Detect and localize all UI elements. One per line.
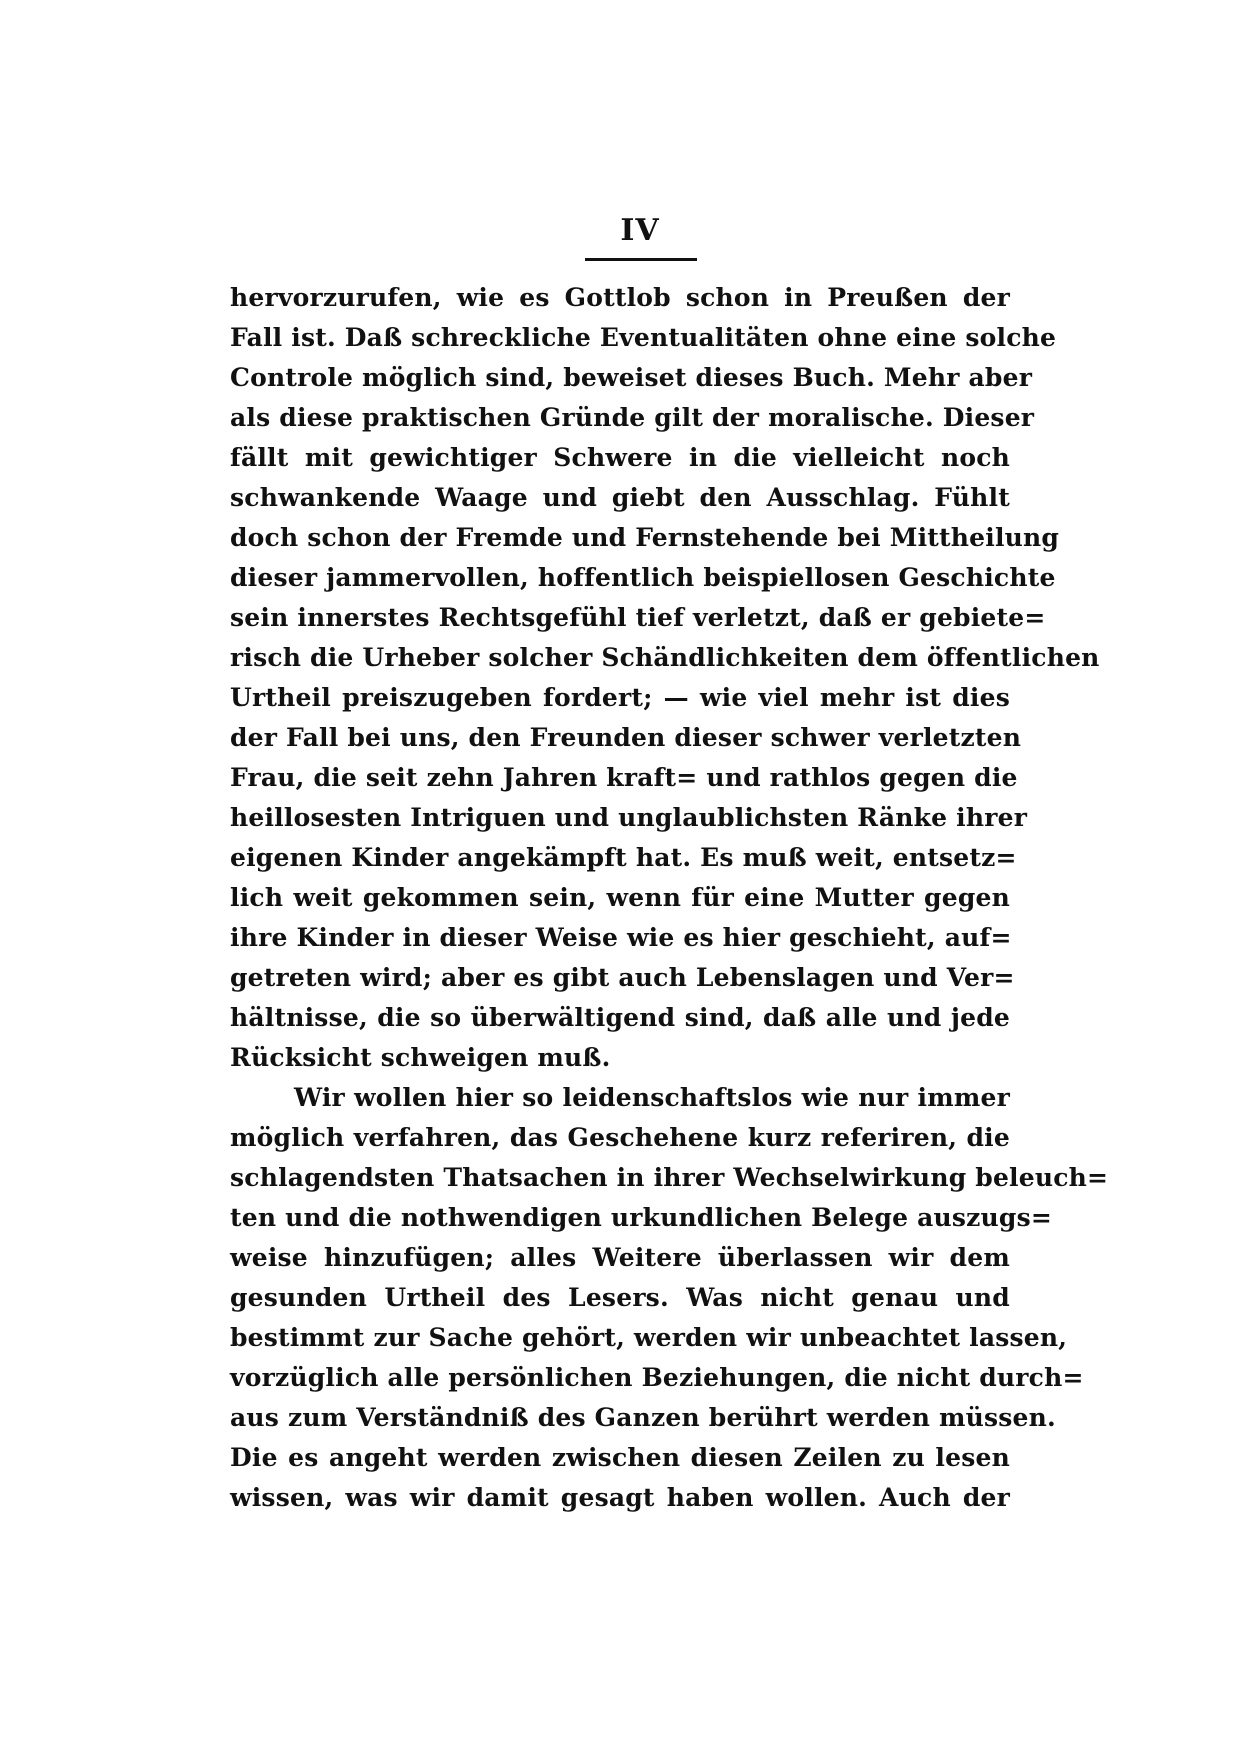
text-line: eigenen Kinder angekämpft hat. Es muß weit, entsetz= — [230, 843, 1017, 872]
text-line: aus zum Verständniß des Ganzen berührt werden müssen. — [230, 1403, 1056, 1432]
text-line: Fall ist. Daß schreckliche Eventualitäten ohne eine solche — [230, 323, 1057, 352]
text-line: doch schon der Fremde und Fernstehende bei Mittheilung — [230, 523, 1060, 552]
text-line: weise hinzufügen; alles Weitere überlassen wir dem — [230, 1243, 1010, 1272]
text-line: vorzüglich alle persönlichen Beziehungen, die nicht durch= — [230, 1363, 1084, 1392]
text-line: schlagendsten Thatsachen in ihrer Wechselwirkung beleuch= — [230, 1163, 1109, 1192]
page-header — [570, 214, 710, 248]
text-line: Wir wollen hier so leidenschaftslos wie nur immer — [294, 1083, 1010, 1112]
text-line: heillosesten Intriguen und unglaublichsten Ränke ihrer — [230, 803, 1028, 832]
text-line: lich weit gekommen sein, wenn für eine Mutter gegen — [230, 883, 1010, 912]
text-line: Die es angeht werden zwischen diesen Zeilen zu lesen — [230, 1443, 1010, 1472]
text-line: schwankende Waage und giebt den Ausschlag. Fühlt — [230, 483, 1010, 512]
text-line: fällt mit gewichtiger Schwere in die vielleicht noch — [230, 443, 1010, 472]
text-line: ihre Kinder in dieser Weise wie es hier geschieht, auf= — [230, 923, 1012, 952]
page-number: IV — [620, 213, 660, 248]
text-line: sein innerstes Rechtsgefühl tief verletzt, daß er gebiete= — [230, 603, 1046, 632]
text-line: ten und die nothwendigen urkundlichen Belege auszugs= — [230, 1203, 1053, 1232]
text-line: gesunden Urtheil des Lesers. Was nicht genau und — [230, 1283, 1010, 1312]
text-line: Controle möglich sind, beweiset dieses Buch. Mehr aber — [230, 363, 1033, 392]
text-line: getreten wird; aber es gibt auch Lebenslagen und Ver= — [230, 963, 1015, 992]
paragraph-1 — [230, 278, 1100, 1078]
text-line: wissen, was wir damit gesagt haben wollen. Auch der — [230, 1483, 1010, 1512]
text-line: risch die Urheber solcher Schändlichkeiten dem öffentlichen — [230, 643, 1100, 672]
text-line: hältnisse, die so überwältigend sind, daß alle und jede — [230, 1003, 1010, 1032]
text-line: der Fall bei uns, den Freunden dieser schwer verletzten — [230, 723, 1022, 752]
text-line: möglich verfahren, das Geschehene kurz referiren, die — [230, 1123, 1010, 1152]
text-line: Frau, die seit zehn Jahren kraft= und rathlos gegen die — [230, 763, 1018, 792]
text-line: dieser jammervollen, hoffentlich beispiellosen Geschichte — [230, 563, 1056, 592]
text-line: Urtheil preiszugeben fordert; — wie viel mehr ist dies — [230, 683, 1010, 712]
text-line: als diese praktischen Gründe gilt der moralische. Dieser — [230, 403, 1035, 432]
text-line: bestimmt zur Sache gehört, werden wir unbeachtet lassen, — [230, 1323, 1068, 1352]
text-line: Rücksicht schweigen muß. — [230, 1043, 611, 1072]
text-line: hervorzurufen, wie es Gottlob schon in Preußen der — [230, 283, 1010, 312]
header-rule — [585, 258, 697, 261]
paragraph-2 — [230, 1078, 1109, 1518]
body-text — [230, 278, 1109, 1518]
